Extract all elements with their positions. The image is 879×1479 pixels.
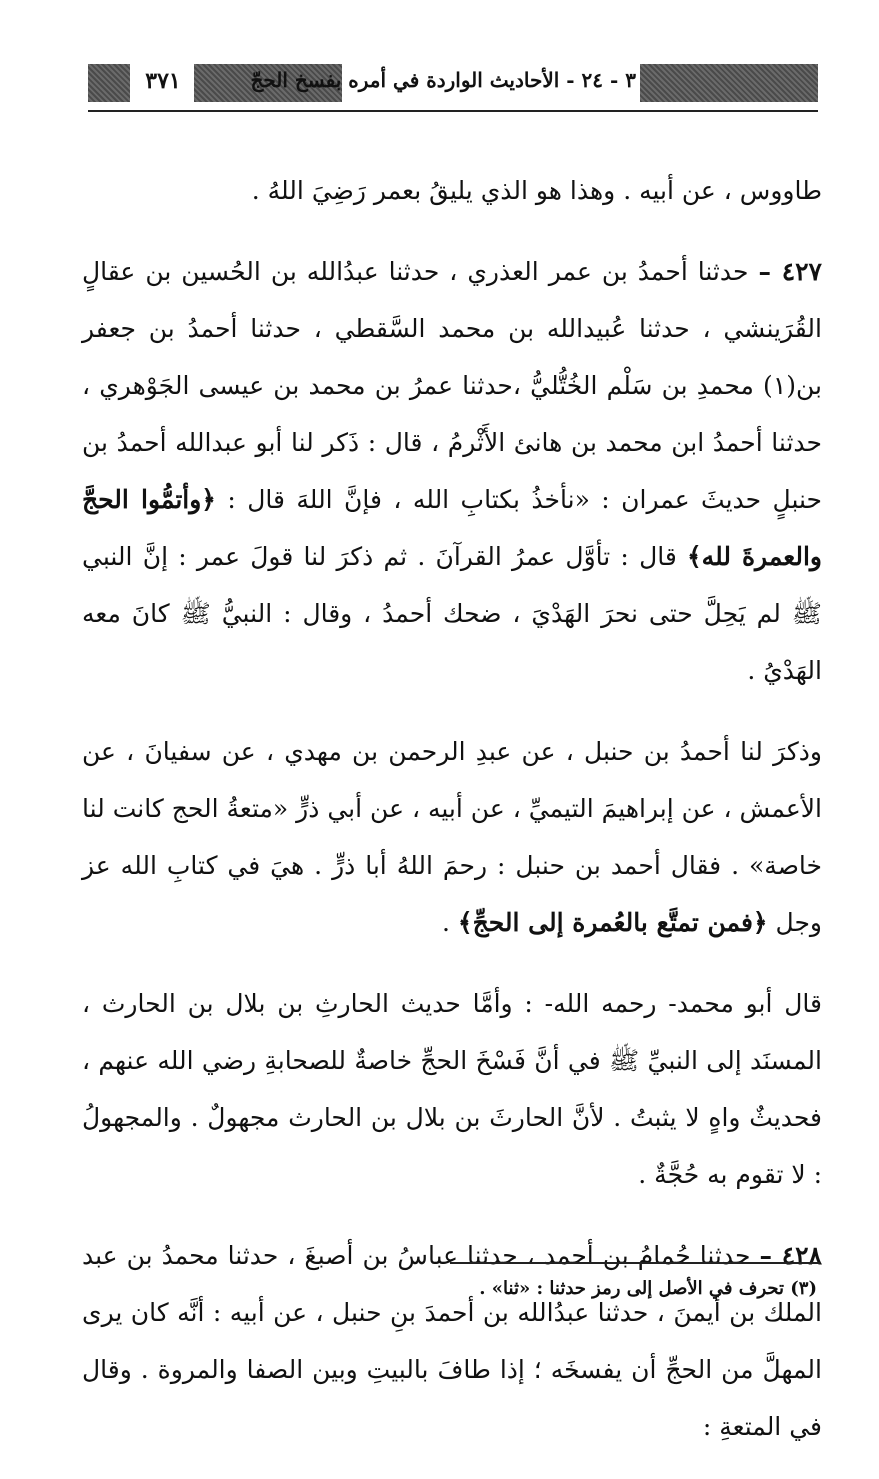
- page-number: ٣٧١: [145, 68, 181, 94]
- paragraph-3: [82, 723, 822, 951]
- header-decoration-right: [640, 64, 818, 102]
- paragraph-1: [82, 162, 822, 219]
- paragraph-4: [82, 975, 822, 1203]
- quran-verse: ﴿وأتمُّوا الحجَّ والعمرةَ لله﴾: [82, 485, 822, 571]
- footnote: (٣) تحرف في الأصل إلى رمز حدثنا : «ثنا» .: [479, 1278, 817, 1299]
- page-header: [88, 58, 818, 112]
- hadith-427-chain: حدثنا أحمدُ بن عمر العذري ، حدثنا عبدُالله بن الحُسين بن عقالٍ القُرَينشي ، حدثنا عُبيدالله بن محمد السَّقطي ، حدثنا أحمدُ بن جعفر بن(١) محمدِ بن سَلْم الخُتُّليُّ ،حدثنا عمرُ بن محمد بن عيسى الجَوْهري ، حدثنا أحمدُ ابن محمد بن هانئ الأَثْرمُ ، قال : ذَكر لنا أبو عبدالله أحمدُ بن حنبلٍ حديثَ عمران : «نأخذُ بكتابِ الله ، فإنَّ اللهَ قال :: [82, 257, 823, 514]
- quran-verse: ﴿فمن تمتَّع بالعُمرة إلى الحجِّ﴾: [457, 908, 768, 937]
- header-decoration-left: [88, 64, 130, 102]
- hadith-428-text: حدثنا حُمامُ بن أحمد ، حدثنا عباسُ بن أصبغَ ، حدثنا محمدُ بن عبد الملك بن أيمنَ ، حدثنا عبدُالله بن أحمدَ بنِ حنبل ، عن أبيه : أنَّه كان يرى المهلَّ من الحجِّ أن يفسخَه ؛ إذا طافَ بالبيتِ وبين الصفا والمروة . وقال في المتعةِ :: [82, 1241, 822, 1441]
- hadith-427: [82, 243, 822, 699]
- hadith-427-rest: قال : تأوَّل عمرُ القرآنَ . ثم ذكرَ لنا قولَ عمر : إنَّ النبي ﷺ لم يَحِلَّ حتى نحرَ الهَدْيَ ، ضحك أحمدُ ، وقال : النبيُّ ﷺ كانَ معه الهَدْيُ .: [82, 542, 822, 685]
- paragraph-3-end: .: [442, 908, 458, 937]
- paragraph-3-text: وذكرَ لنا أحمدُ بن حنبل ، عن عبدِ الرحمن بن مهدي ، عن سفيانَ ، عن الأعمش ، عن إبراهيمَ التيميِّ ، عن أبيه ، عن أبي ذرٍّ «متعةُ الحج كانت لنا خاصة» . فقال أحمد بن حنبل : رحمَ اللهُ أبا ذرٍّ . هيَ في كتابِ الله عز وجل: [82, 737, 822, 937]
- hadith-number: ٤٢٧ –: [758, 257, 822, 286]
- paragraph-1-text: طاووس ، عن أبيه . وهذا هو الذي يليقُ بعمر رَضِيَ اللهُ .: [251, 176, 822, 205]
- footnote-divider: [450, 1262, 820, 1264]
- running-title: ٣ - ٢٤ - الأحاديث الواردة في أمره بفسخ الحجّ: [250, 68, 636, 92]
- paragraph-4-text: قال أبو محمد- رحمه الله- : وأمَّا حديث الحارثِ بن بلال بن الحارث ، المسنَد إلى النبيِّ ﷺ في أنَّ فَسْخَ الحجِّ خاصةٌ للصحابةِ رضي الله عنهم ، فحديثٌ واهٍ لا يثبتُ . لأنَّ الحارثَ بن بلال بن الحارث مجهولٌ . والمجهولُ : لا تقوم به حُجَّةٌ .: [82, 989, 822, 1189]
- hadith-number: ٤٢٨ –: [759, 1241, 822, 1270]
